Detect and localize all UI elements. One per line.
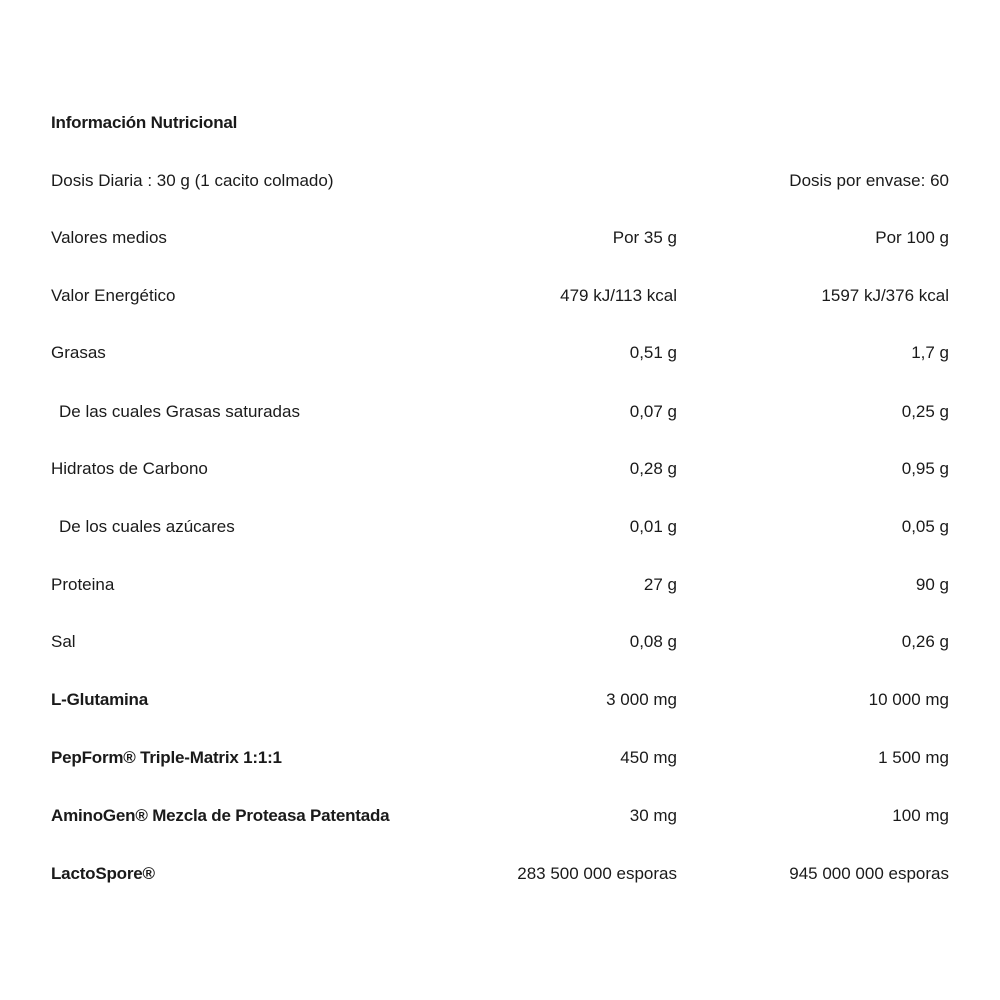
serving-row: [0, 168, 1000, 194]
row-value-per-35g: 283 500 000 esporas: [517, 864, 677, 883]
row-value-per-100g: 0,25 g: [901, 402, 949, 421]
row-label-lactospore: LactoSpore®: [51, 864, 155, 883]
row-label-aminogen: AminoGen® Mezcla de Proteasa Patentada: [51, 806, 390, 825]
row-value-per-35g: 0,01 g: [629, 517, 677, 536]
row-value-per-35g: 450 mg: [620, 748, 677, 767]
row-label-glutamine: L-Glutamina: [51, 690, 148, 709]
table-row: [0, 687, 1000, 713]
row-label-carbohydrates: Hidratos de Carbono: [51, 459, 208, 478]
table-row: [0, 803, 1000, 829]
row-label-protein: Proteina: [51, 575, 115, 594]
row-value-per-35g: 479 kJ/113 kcal: [560, 286, 677, 305]
table-row: [0, 514, 1000, 540]
row-value-per-35g: 3 000 mg: [606, 690, 677, 709]
row-label-energy: Valor Energético: [51, 286, 176, 305]
row-label-sugars: De los cuales azúcares: [59, 517, 235, 536]
row-label-fat: Grasas: [51, 343, 106, 362]
table-row: [0, 745, 1000, 771]
table-row: [0, 456, 1000, 482]
header-col2: Por 100 g: [875, 228, 949, 247]
table-row: [0, 861, 1000, 887]
row-value-per-35g: 0,08 g: [629, 632, 677, 651]
column-header-row: [0, 225, 1000, 251]
nutrition-title: Información Nutricional: [51, 113, 238, 132]
row-value-per-100g: 10 000 mg: [868, 690, 949, 709]
serving-label: Dosis Diaria : 30 g (1 cacito colmado): [51, 171, 334, 190]
row-value-per-100g: 90 g: [915, 575, 949, 594]
row-value-per-100g: 0,95 g: [901, 459, 949, 478]
table-row: [0, 572, 1000, 598]
table-row: [0, 340, 1000, 366]
row-label-saturated-fat: De las cuales Grasas saturadas: [59, 402, 300, 421]
table-row: [0, 399, 1000, 425]
row-value-per-100g: 0,05 g: [901, 517, 949, 536]
row-value-per-100g: 1 500 mg: [878, 748, 949, 767]
servings-per-container: Dosis por envase: 60: [789, 171, 949, 190]
row-value-per-100g: 945 000 000 esporas: [789, 864, 949, 883]
row-value-per-35g: 30 mg: [629, 806, 677, 825]
row-value-per-35g: 0,51 g: [629, 343, 677, 362]
row-value-per-100g: 100 mg: [892, 806, 949, 825]
row-value-per-35g: 0,28 g: [629, 459, 677, 478]
header-label: Valores medios: [51, 228, 167, 247]
table-row: [0, 629, 1000, 655]
row-value-per-100g: 0,26 g: [901, 632, 949, 651]
row-value-per-100g: 1,7 g: [911, 343, 949, 362]
row-label-pepform: PepForm® Triple-Matrix 1:1:1: [51, 748, 282, 767]
row-label-salt: Sal: [51, 632, 76, 651]
row-value-per-35g: 0,07 g: [629, 402, 677, 421]
row-value-per-35g: 27 g: [643, 575, 677, 594]
row-value-per-100g: 1597 kJ/376 kcal: [821, 286, 949, 305]
header-col1: Por 35 g: [612, 228, 677, 247]
table-row: [0, 283, 1000, 309]
